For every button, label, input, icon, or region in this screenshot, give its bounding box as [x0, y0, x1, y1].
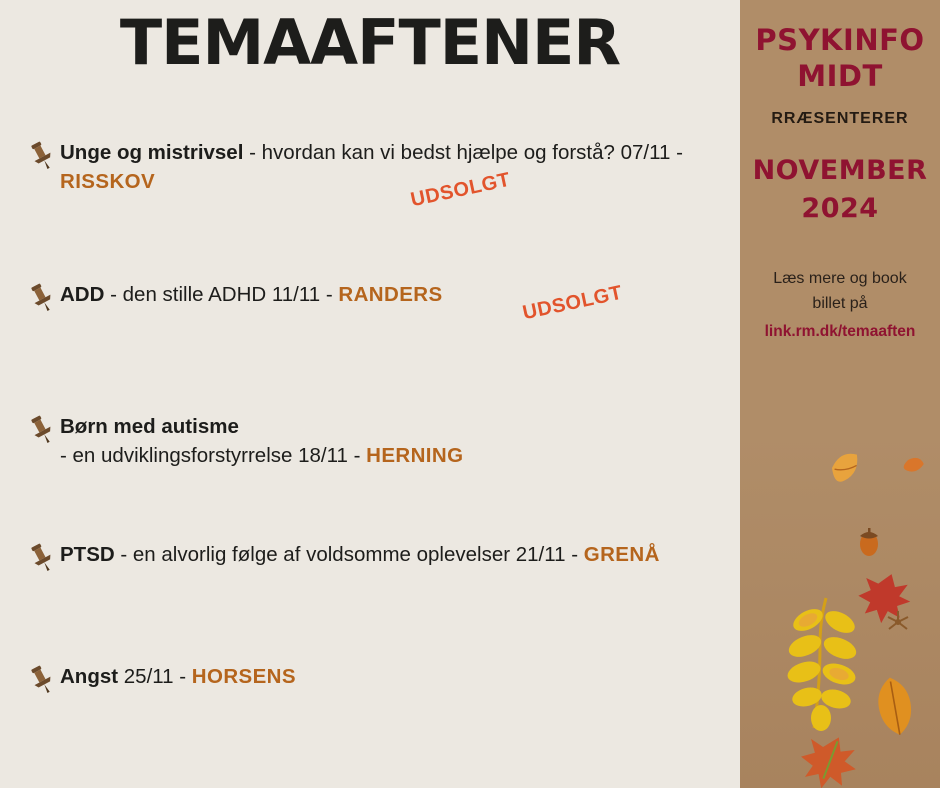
list-item[interactable] [0, 138, 740, 212]
booking-link[interactable]: link.rm.dk/temaaften [764, 323, 916, 340]
event-title: ADD [60, 283, 105, 306]
event-title: Børn med autisme [60, 415, 239, 438]
brand-line-2: MIDT [797, 59, 883, 93]
event-text [60, 662, 296, 691]
presents-label: RRÆSENTERER [771, 110, 909, 127]
event-city: RISSKOV [60, 170, 156, 193]
event-description: - den stille ADHD 11/11 - [104, 283, 339, 306]
status-badge: UDSOLGT [408, 168, 513, 212]
pushpin-icon [26, 282, 60, 319]
date-block [740, 152, 940, 228]
month-label: NOVEMBER [752, 155, 928, 186]
event-title: PTSD [60, 543, 115, 566]
event-title: Angst [60, 665, 119, 688]
event-list [0, 138, 740, 744]
event-description: - en alvorlig følge af voldsomme oplevelser 21/11 - [114, 543, 584, 566]
status-badge: UDSOLGT [520, 281, 625, 325]
pushpin-icon [26, 414, 60, 451]
event-title: Unge og mistrivsel [60, 141, 244, 164]
event-city: GRENÅ [583, 543, 660, 566]
page-title: TEMAAFTENER [119, 6, 621, 79]
event-city: RANDERS [338, 283, 443, 306]
event-description: - en udviklingsforstyrrelse 18/11 - [60, 444, 367, 467]
event-description: 25/11 - [118, 665, 192, 688]
booking-info [740, 266, 940, 344]
event-text [60, 540, 660, 569]
list-item[interactable] [0, 662, 740, 722]
event-text [60, 138, 700, 212]
poster-sidebar [740, 0, 940, 788]
pushpin-icon [26, 664, 60, 701]
brand-line-1: PSYKINFO [755, 23, 925, 57]
event-text [60, 412, 463, 470]
event-city: HORSENS [191, 665, 296, 688]
list-item[interactable] [0, 412, 740, 472]
event-city: HERNING [366, 444, 464, 467]
brand-title [740, 22, 940, 94]
booking-line-2: billet på [812, 295, 868, 312]
autumn-leaves-decoration [740, 430, 940, 788]
year-label: 2024 [801, 193, 879, 224]
booking-line-1: Læs mere og book [773, 270, 907, 287]
list-item[interactable] [0, 280, 740, 340]
pushpin-icon [26, 542, 60, 579]
list-item[interactable] [0, 540, 740, 600]
event-description: - hvordan kan vi bedst hjælpe og forstå? 07/11 - [243, 141, 683, 164]
pushpin-icon [26, 140, 60, 177]
event-text [60, 280, 625, 325]
